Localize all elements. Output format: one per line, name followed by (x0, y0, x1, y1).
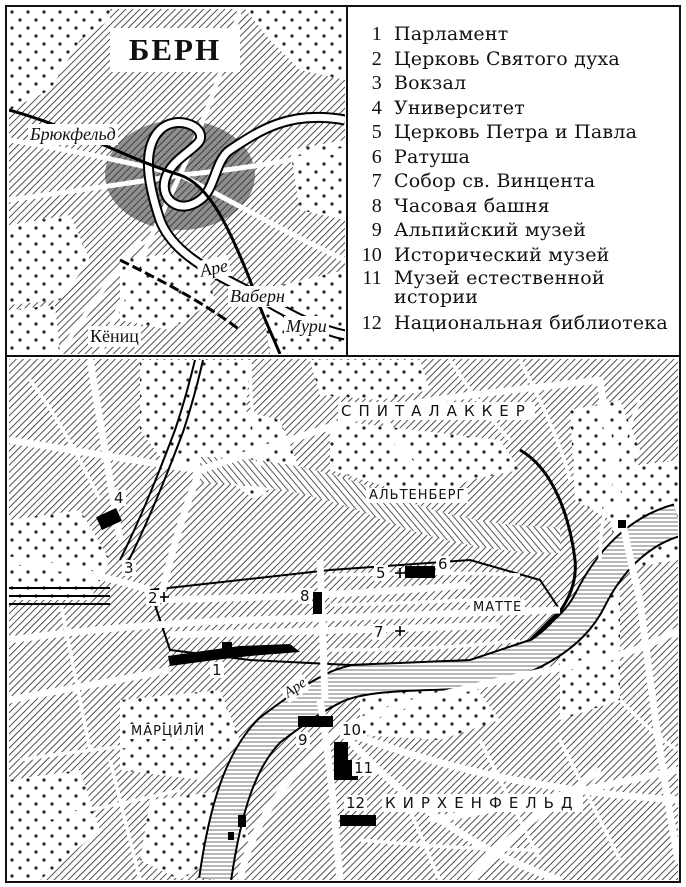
label-matte: МАТТЕ (470, 600, 525, 615)
marker-6: 6 (438, 555, 448, 573)
marker-5: 5 (376, 564, 386, 582)
marker-9: 9 (298, 731, 308, 749)
legend (356, 22, 682, 336)
label-marzili: МАРЦИЛИ (128, 724, 208, 739)
label-bruckfeld: Брюкфельд (30, 124, 116, 144)
legend-item: 2 Церковь Святого духа (371, 47, 620, 70)
label-aare-main: Аре (280, 674, 312, 704)
legend-item: 12 Национальная библиотека (361, 312, 668, 334)
legend-item: 1 Парламент (371, 23, 509, 45)
legend-item: 8 Часовая башня (371, 194, 550, 217)
legend-item: 5 Церковь Петра и Павла (371, 121, 638, 143)
marker-3: 3 (124, 559, 134, 577)
label-altenberg: АЛЬТЕНБЕРГ (366, 488, 468, 503)
legend-item: 4 Университет (371, 96, 525, 119)
legend-item: 3 Вокзал (371, 72, 467, 94)
marker-8: 8 (300, 587, 310, 605)
map-title: БЕРН (110, 28, 240, 72)
label-spitalacker: СПИТАЛАККЕР (338, 402, 535, 420)
legend-item: 7 Собор св. Винцента (371, 170, 596, 192)
marker-10: 10 (342, 721, 362, 739)
marker-7: 7 (374, 623, 384, 641)
marker-12: 12 (346, 794, 366, 812)
marker-4: 4 (114, 489, 124, 507)
label-kirchenfeld: КИРХЕНФЕЛЬД (382, 794, 583, 812)
legend-item: 10 Исторический музей (361, 243, 610, 266)
marker-11: 11 (354, 759, 374, 777)
legend-item: 11 Музей естественной истории (362, 267, 605, 308)
label-koeniz: Кёниц (90, 326, 139, 346)
label-wabern: Ваберн (230, 286, 285, 306)
marker-2: 2 (148, 589, 158, 607)
marker-1: 1 (212, 661, 222, 679)
label-aare-inset: Аре (196, 255, 232, 282)
legend-item: 6 Ратуша (371, 145, 470, 168)
label-muri: Мури (286, 316, 327, 336)
legend-item: 9 Альпийский музей (371, 219, 587, 241)
